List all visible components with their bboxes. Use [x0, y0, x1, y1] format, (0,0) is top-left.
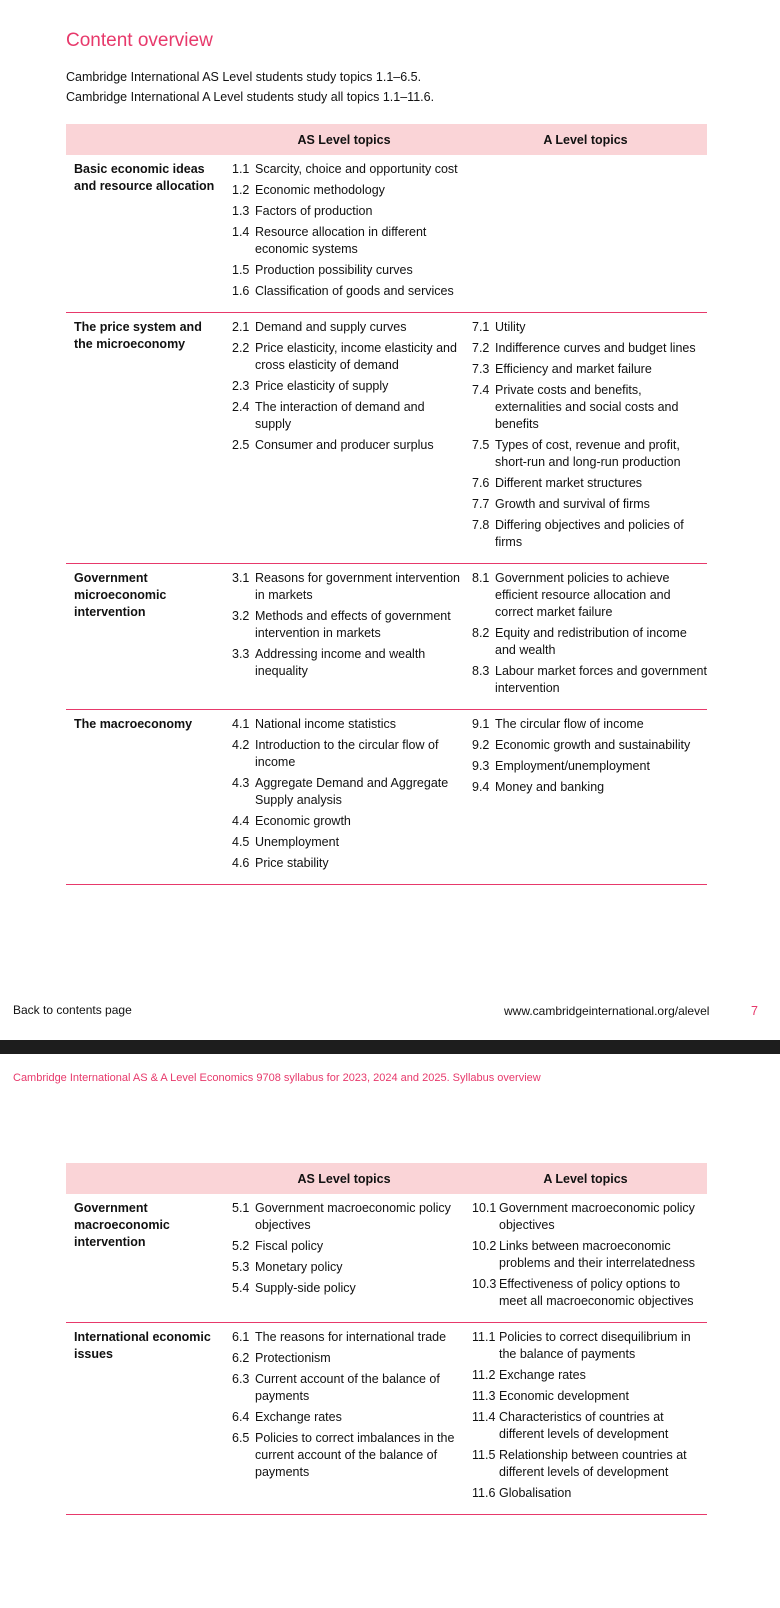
topic-title: Economic methodology: [255, 183, 385, 197]
topic-item: [232, 737, 464, 771]
topic-item: [232, 262, 464, 279]
topic-item: [472, 1238, 707, 1272]
topic-title: Addressing income and wealth inequality: [255, 647, 426, 678]
topic-item: [472, 340, 707, 357]
topic-item: [472, 382, 707, 433]
table-body: [66, 1194, 707, 1515]
topic-title: Monetary policy: [255, 1260, 343, 1274]
topic-number: 3.1: [232, 571, 250, 585]
topic-title: Methods and effects of government intervention in markets: [255, 609, 451, 640]
topic-item: [232, 716, 464, 733]
topic-item: [472, 475, 707, 492]
a-level-topics: [464, 161, 707, 304]
topic-number: 7.3: [472, 362, 490, 376]
topic-item: [472, 1388, 707, 1405]
row-label: International economic issues: [74, 1330, 211, 1361]
topic-title: Growth and survival of firms: [495, 497, 650, 511]
topic-item: [232, 203, 464, 220]
topic-title: Globalisation: [499, 1486, 572, 1500]
topic-title: Price elasticity of supply: [255, 379, 389, 393]
topic-item: [232, 1371, 464, 1405]
topic-number: 9.1: [472, 717, 490, 731]
row-label: Government macroeconomic intervention: [74, 1201, 170, 1249]
topic-title: Government policies to achieve efficient resource allocation and correct market failure: [495, 571, 671, 619]
topic-title: Resource allocation in different economic systems: [255, 225, 427, 256]
intro-line: Cambridge International AS Level students study topics 1.1–6.5.: [66, 70, 422, 84]
topic-number: 8.1: [472, 571, 490, 585]
table-row: [66, 1323, 707, 1515]
topic-title: Government macroeconomic policy objectives: [255, 1201, 451, 1232]
topic-title: Money and banking: [495, 780, 605, 794]
topic-number: 2.4: [232, 400, 250, 414]
topic-item: [232, 437, 464, 454]
topic-number: 4.4: [232, 814, 250, 828]
topic-item: [472, 625, 707, 659]
as-level-topics: [224, 716, 464, 876]
topic-title: Labour market forces and government intervention: [495, 664, 707, 695]
topic-title: Consumer and producer surplus: [255, 438, 434, 452]
topic-title: Aggregate Demand and Aggregate Supply analysis: [255, 776, 449, 807]
topic-title: Indifference curves and budget lines: [495, 341, 696, 355]
topic-number: 6.4: [232, 1410, 250, 1424]
topic-item: [472, 1367, 707, 1384]
topic-title: Economic growth: [255, 814, 351, 828]
topic-number: 5.4: [232, 1281, 250, 1295]
content-overview-table-continued: [66, 1163, 707, 1515]
topic-title: Fiscal policy: [255, 1239, 324, 1253]
topic-title: Price elasticity, income elasticity and cross elasticity of demand: [255, 341, 457, 372]
header-as-level: AS Level topics: [297, 1171, 391, 1186]
topic-number: 7.2: [472, 341, 490, 355]
topic-number: 2.2: [232, 341, 250, 355]
topic-title: Different market structures: [495, 476, 643, 490]
topic-item: [472, 319, 707, 336]
topic-item: [232, 1259, 464, 1276]
topic-item: [232, 1409, 464, 1426]
page-separator: [0, 1040, 780, 1054]
topic-item: [232, 608, 464, 642]
page-number: 7: [751, 1004, 758, 1018]
topic-number: 3.3: [232, 647, 250, 661]
as-level-topics: [224, 1329, 464, 1506]
topic-item: [232, 378, 464, 395]
topic-item: [232, 340, 464, 374]
topic-number: 6.1: [232, 1330, 250, 1344]
topic-number: 8.3: [472, 664, 490, 678]
running-header: Cambridge International AS & A Level Economics 9708 syllabus for 2023, 2024 and 2025. Syllabus overview: [13, 1072, 541, 1084]
topic-title: The circular flow of income: [495, 717, 644, 731]
topic-number: 2.1: [232, 320, 250, 334]
topic-item: [232, 570, 464, 604]
as-level-topics: [224, 570, 464, 701]
topic-number: 4.3: [232, 776, 250, 790]
table-row: [66, 564, 707, 710]
topic-title: Employment/unemployment: [495, 759, 650, 773]
table-row: [66, 313, 707, 564]
topic-item: [232, 646, 464, 680]
topic-title: Efficiency and market failure: [495, 362, 652, 376]
topic-number: 8.2: [472, 626, 490, 640]
topic-title: Exchange rates: [499, 1368, 586, 1382]
row-label: Basic economic ideas and resource allocation: [74, 162, 215, 193]
a-level-topics: [464, 1200, 707, 1314]
topic-item: [472, 1200, 707, 1234]
topic-title: Private costs and benefits, externalities and social costs and benefits: [495, 383, 679, 431]
topic-item: [232, 813, 464, 830]
topic-number: 9.3: [472, 759, 490, 773]
table-row: [66, 1194, 707, 1323]
topic-number: 1.1: [232, 162, 250, 176]
topic-item: [232, 182, 464, 199]
topic-number: 9.4: [472, 780, 490, 794]
topic-item: [232, 834, 464, 851]
topic-number: 11.1: [472, 1330, 496, 1344]
topic-title: Policies to correct disequilibrium in the balance of payments: [499, 1330, 691, 1361]
topic-title: Demand and supply curves: [255, 320, 407, 334]
topic-title: Production possibility curves: [255, 263, 413, 277]
topic-number: 3.2: [232, 609, 250, 623]
topic-item: [232, 1200, 464, 1234]
topic-number: 11.5: [472, 1448, 496, 1462]
topic-number: 11.3: [472, 1389, 496, 1403]
topic-title: Introduction to the circular flow of income: [255, 738, 439, 769]
topic-item: [232, 855, 464, 872]
page-title: Content overview: [66, 30, 213, 51]
content-overview-table: [66, 124, 707, 885]
topic-item: [472, 570, 707, 621]
topic-number: 4.2: [232, 738, 250, 752]
header-a-level: A Level topics: [543, 132, 628, 147]
topic-item: [232, 1350, 464, 1367]
topic-title: The interaction of demand and supply: [255, 400, 425, 431]
topic-number: 7.4: [472, 383, 490, 397]
topic-number: 7.5: [472, 438, 490, 452]
topic-number: 7.1: [472, 320, 490, 334]
topic-title: Classification of goods and services: [255, 284, 454, 298]
topic-number: 4.1: [232, 717, 250, 731]
topic-title: National income statistics: [255, 717, 397, 731]
topic-item: [232, 399, 464, 433]
topic-number: 11.2: [472, 1368, 496, 1382]
as-level-topics: [224, 319, 464, 555]
topic-item: [232, 224, 464, 258]
topic-number: 1.6: [232, 284, 250, 298]
topic-number: 1.2: [232, 183, 250, 197]
as-level-topics: [224, 161, 464, 304]
topic-number: 2.3: [232, 379, 250, 393]
topic-title: Protectionism: [255, 1351, 331, 1365]
topic-number: 10.1: [472, 1201, 497, 1215]
topic-number: 2.5: [232, 438, 250, 452]
topic-item: [472, 737, 707, 754]
topic-item: [472, 361, 707, 378]
topic-item: [472, 437, 707, 471]
topic-title: Equity and redistribution of income and wealth: [495, 626, 687, 657]
topic-item: [472, 779, 707, 796]
topic-item: [232, 1430, 464, 1481]
topic-number: 10.3: [472, 1277, 497, 1291]
topic-item: [472, 758, 707, 775]
topic-title: Relationship between countries at different levels of development: [499, 1448, 687, 1479]
a-level-topics: [464, 319, 707, 555]
row-label: The macroeconomy: [74, 717, 193, 731]
intro-text: [66, 67, 434, 107]
back-to-contents-link[interactable]: Back to contents page: [13, 1003, 132, 1017]
topic-title: Economic development: [499, 1389, 629, 1403]
topic-number: 5.1: [232, 1201, 250, 1215]
as-level-topics: [224, 1200, 464, 1314]
topic-number: 7.8: [472, 518, 490, 532]
table-row: [66, 155, 707, 313]
a-level-topics: [464, 570, 707, 701]
topic-title: Policies to correct imbalances in the current account of the balance of payments: [255, 1431, 455, 1479]
row-label: The price system and the microeconomy: [74, 320, 202, 351]
topic-item: [472, 1329, 707, 1363]
website-link[interactable]: www.cambridgeinternational.org/alevel: [504, 1004, 710, 1018]
a-level-topics: [464, 1329, 707, 1506]
topic-item: [232, 1329, 464, 1346]
topic-number: 5.3: [232, 1260, 250, 1274]
topic-item: [232, 161, 464, 178]
table-header: [66, 124, 707, 155]
page-8: [0, 1054, 780, 1608]
topic-title: Government macroeconomic policy objectives: [499, 1201, 695, 1232]
topic-item: [472, 663, 707, 697]
topic-number: 10.2: [472, 1239, 497, 1253]
topic-title: Economic growth and sustainability: [495, 738, 691, 752]
topic-title: Unemployment: [255, 835, 340, 849]
topic-title: Reasons for government intervention in markets: [255, 571, 460, 602]
intro-line: Cambridge International A Level students study all topics 1.1–11.6.: [66, 90, 435, 104]
topic-item: [232, 1280, 464, 1297]
table-body: [66, 155, 707, 885]
topic-item: [232, 283, 464, 300]
header-a-level: A Level topics: [543, 1171, 628, 1186]
topic-number: 7.6: [472, 476, 490, 490]
topic-number: 1.3: [232, 204, 250, 218]
topic-item: [472, 716, 707, 733]
topic-title: Effectiveness of policy options to meet all macroeconomic objectives: [499, 1277, 694, 1308]
topic-item: [472, 1447, 707, 1481]
topic-title: Characteristics of countries at different levels of development: [499, 1410, 669, 1441]
topic-number: 6.2: [232, 1351, 250, 1365]
topic-number: 11.6: [472, 1486, 496, 1500]
topic-title: Links between macroeconomic problems and their interrelatedness: [499, 1239, 695, 1270]
topic-item: [472, 517, 707, 551]
topic-item: [232, 1238, 464, 1255]
topic-item: [472, 1485, 707, 1502]
topic-title: Exchange rates: [255, 1410, 342, 1424]
table-header: [66, 1163, 707, 1194]
table-row: [66, 710, 707, 885]
topic-title: Supply-side policy: [255, 1281, 356, 1295]
topic-title: Price stability: [255, 856, 329, 870]
topic-number: 5.2: [232, 1239, 250, 1253]
topic-title: Factors of production: [255, 204, 373, 218]
topic-title: The reasons for international trade: [255, 1330, 447, 1344]
topic-number: 6.5: [232, 1431, 250, 1445]
header-as-level: AS Level topics: [297, 132, 391, 147]
a-level-topics: [464, 716, 707, 876]
topic-title: Utility: [495, 320, 526, 334]
topic-number: 4.5: [232, 835, 250, 849]
topic-item: [472, 1409, 707, 1443]
topic-number: 1.5: [232, 263, 250, 277]
topic-title: Types of cost, revenue and profit, short-run and long-run production: [495, 438, 681, 469]
topic-item: [472, 1276, 707, 1310]
topic-number: 6.3: [232, 1372, 250, 1386]
topic-item: [472, 496, 707, 513]
topic-number: 1.4: [232, 225, 250, 239]
topic-title: Scarcity, choice and opportunity cost: [255, 162, 458, 176]
topic-number: 9.2: [472, 738, 490, 752]
topic-number: 11.4: [472, 1410, 496, 1424]
topic-number: 4.6: [232, 856, 250, 870]
topic-item: [232, 775, 464, 809]
topic-title: Differing objectives and policies of firms: [495, 518, 684, 549]
topic-item: [232, 319, 464, 336]
topic-number: 7.7: [472, 497, 490, 511]
topic-title: Current account of the balance of payments: [255, 1372, 440, 1403]
row-label: Government microeconomic intervention: [74, 571, 167, 619]
